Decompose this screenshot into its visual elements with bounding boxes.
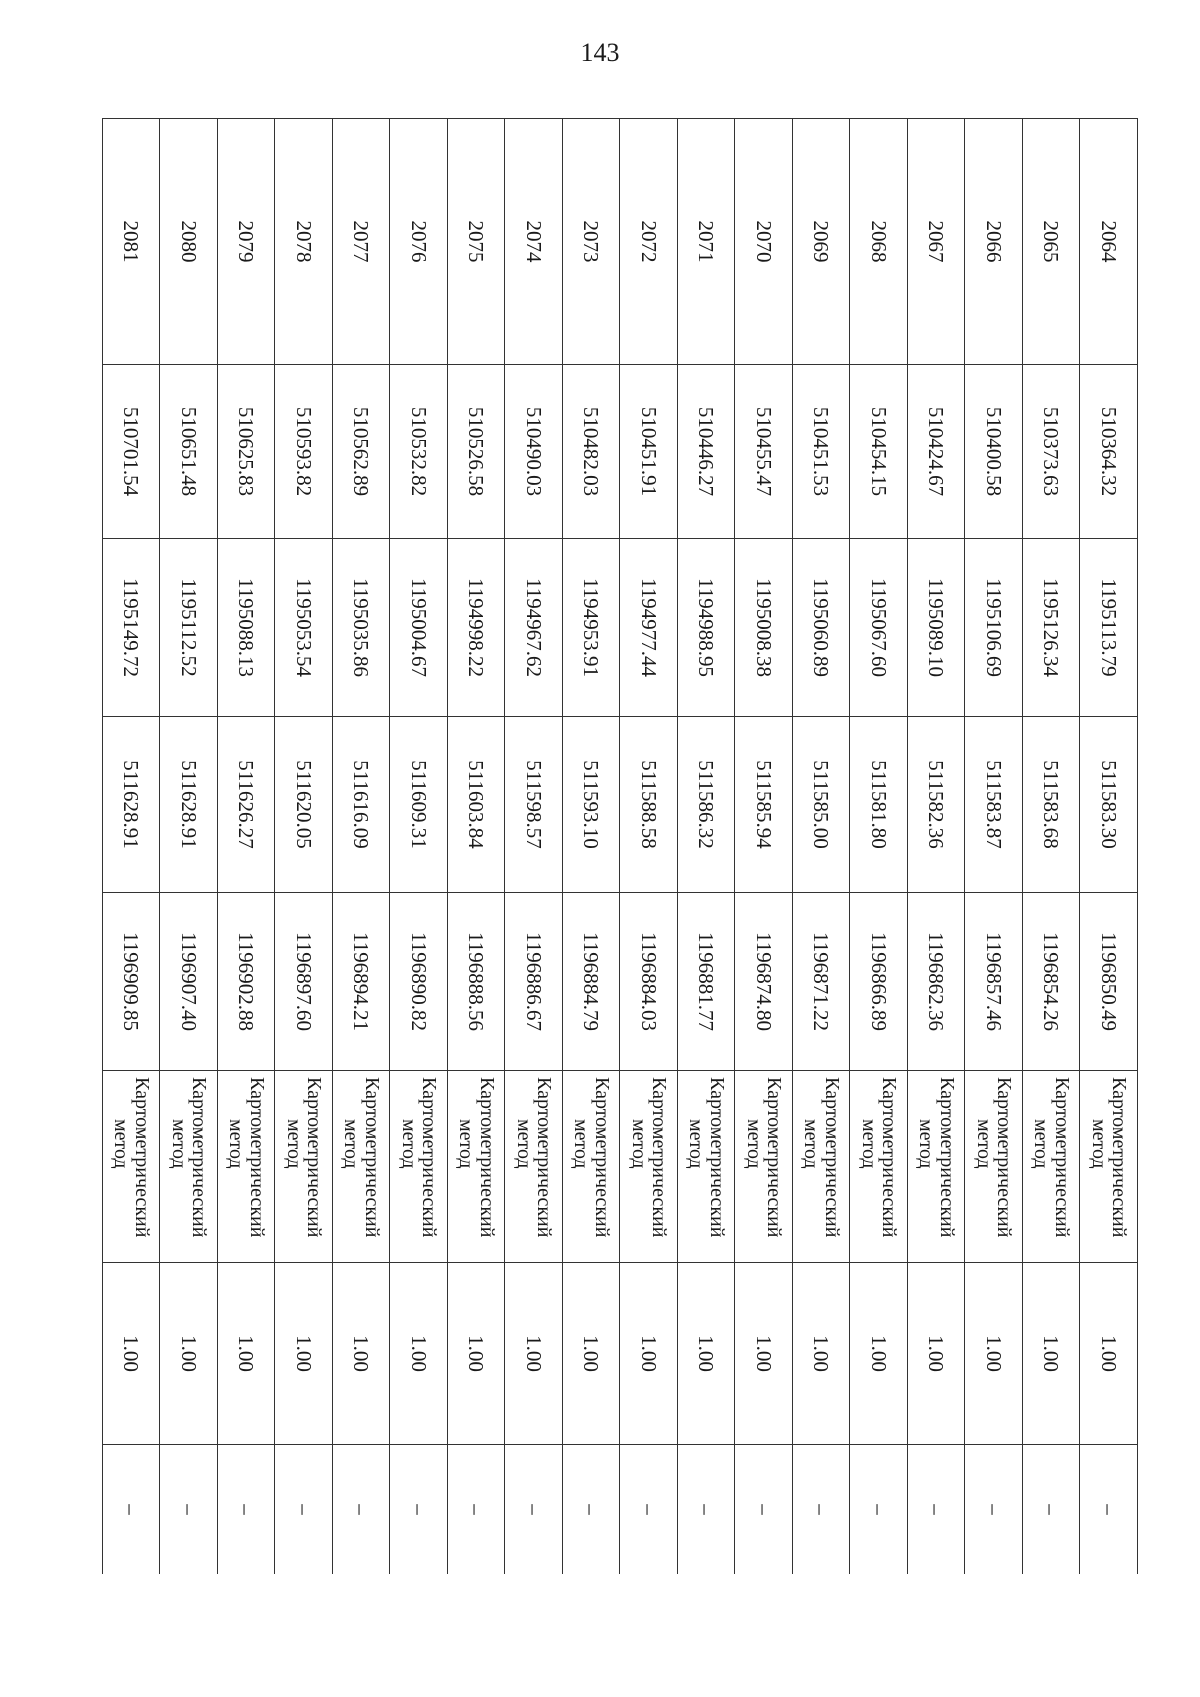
table-row (678, 119, 736, 1575)
method-line1: Картометрический (303, 1077, 326, 1238)
table-row (505, 119, 563, 1575)
y-coordinate-alt-cell: 1196850.49 (1080, 893, 1138, 1071)
x-coordinate-alt-cell: 511616.09 (333, 717, 391, 893)
point-number-cell: 2072 (620, 119, 678, 365)
note-cell: – (160, 1445, 218, 1575)
x-coordinate-cell: 510593.82 (275, 365, 333, 539)
table-row (965, 119, 1023, 1575)
table-row (1080, 119, 1138, 1575)
method-line1: Картометрический (360, 1077, 383, 1238)
y-coordinate-alt-cell: 1196886.67 (505, 893, 563, 1071)
x-coordinate-cell: 510364.32 (1080, 365, 1138, 539)
method-line2: метод (800, 1119, 823, 1169)
x-coordinate-cell: 510526.58 (448, 365, 506, 539)
y-coordinate-alt-cell: 1196890.82 (390, 893, 448, 1071)
y-coordinate-cell: 1195053.54 (275, 539, 333, 717)
y-coordinate-alt-cell: 1196888.56 (448, 893, 506, 1071)
table-row (275, 119, 333, 1575)
note-cell: – (1080, 1445, 1138, 1575)
point-number-cell: 2068 (850, 119, 908, 365)
method-line2: метод (1087, 1119, 1110, 1169)
table-row (735, 119, 793, 1575)
note-cell: – (218, 1445, 276, 1575)
y-coordinate-alt-cell: 1196881.77 (678, 893, 736, 1071)
x-coordinate-alt-cell: 511583.30 (1080, 717, 1138, 893)
x-coordinate-alt-cell: 511585.00 (793, 717, 851, 893)
y-coordinate-cell: 1194977.44 (620, 539, 678, 717)
table-row (160, 119, 218, 1575)
x-coordinate-alt-cell: 511628.91 (160, 717, 218, 893)
method-cell (678, 1071, 736, 1263)
note-cell: – (1023, 1445, 1081, 1575)
y-coordinate-alt-cell: 1196857.46 (965, 893, 1023, 1071)
y-coordinate-alt-cell: 1196894.21 (333, 893, 391, 1071)
x-coordinate-alt-cell: 511598.57 (505, 717, 563, 893)
accuracy-cell: 1.00 (620, 1263, 678, 1445)
method-line1: Картометрический (590, 1077, 613, 1238)
method-cell (563, 1071, 621, 1263)
method-line1: Картометрический (1108, 1077, 1131, 1238)
x-coordinate-cell: 510400.58 (965, 365, 1023, 539)
x-coordinate-alt-cell: 511603.84 (448, 717, 506, 893)
method-cell (620, 1071, 678, 1263)
note-cell: – (793, 1445, 851, 1575)
x-coordinate-alt-cell: 511593.10 (563, 717, 621, 893)
y-coordinate-alt-cell: 1196854.26 (1023, 893, 1081, 1071)
point-number-cell: 2081 (103, 119, 161, 365)
method-cell (448, 1071, 506, 1263)
point-number-cell: 2064 (1080, 119, 1138, 365)
method-line1: Картометрический (188, 1077, 211, 1238)
x-coordinate-alt-cell: 511620.05 (275, 717, 333, 893)
x-coordinate-cell: 510451.91 (620, 365, 678, 539)
method-line1: Картометрический (418, 1077, 441, 1238)
method-line2: метод (225, 1119, 248, 1169)
y-coordinate-cell: 1195088.13 (218, 539, 276, 717)
method-cell (1080, 1071, 1138, 1263)
method-line1: Картометрический (935, 1077, 958, 1238)
point-number-cell: 2080 (160, 119, 218, 365)
note-cell: – (620, 1445, 678, 1575)
y-coordinate-cell: 1195035.86 (333, 539, 391, 717)
method-line2: метод (742, 1119, 765, 1169)
x-coordinate-cell: 510651.48 (160, 365, 218, 539)
y-coordinate-cell: 1195112.52 (160, 539, 218, 717)
y-coordinate-cell: 1195060.89 (793, 539, 851, 717)
method-line2: метод (282, 1119, 305, 1169)
accuracy-cell: 1.00 (1023, 1263, 1081, 1445)
note-cell: – (850, 1445, 908, 1575)
y-coordinate-alt-cell: 1196897.60 (275, 893, 333, 1071)
x-coordinate-alt-cell: 511582.36 (908, 717, 966, 893)
point-number-cell: 2071 (678, 119, 736, 365)
y-coordinate-cell: 1195126.34 (1023, 539, 1081, 717)
method-cell (505, 1071, 563, 1263)
note-cell: – (448, 1445, 506, 1575)
y-coordinate-cell: 1195106.69 (965, 539, 1023, 717)
y-coordinate-cell: 1195089.10 (908, 539, 966, 717)
x-coordinate-cell: 510424.67 (908, 365, 966, 539)
method-line2: метод (627, 1119, 650, 1169)
x-coordinate-cell: 510454.15 (850, 365, 908, 539)
method-line1: Картометрический (878, 1077, 901, 1238)
x-coordinate-alt-cell: 511626.27 (218, 717, 276, 893)
point-number-cell: 2075 (448, 119, 506, 365)
y-coordinate-cell: 1195113.79 (1080, 539, 1138, 717)
point-number-cell: 2070 (735, 119, 793, 365)
point-number-cell: 2074 (505, 119, 563, 365)
note-cell: – (505, 1445, 563, 1575)
method-cell (793, 1071, 851, 1263)
method-line1: Картометрический (245, 1077, 268, 1238)
method-line1: Картометрический (763, 1077, 786, 1238)
method-line2: метод (685, 1119, 708, 1169)
method-line2: метод (857, 1119, 880, 1169)
page-number: 143 (580, 38, 620, 67)
x-coordinate-cell: 510532.82 (390, 365, 448, 539)
table-row (103, 119, 161, 1575)
point-number-cell: 2079 (218, 119, 276, 365)
accuracy-cell: 1.00 (333, 1263, 391, 1445)
table-row (218, 119, 276, 1575)
y-coordinate-cell: 1194998.22 (448, 539, 506, 717)
accuracy-cell: 1.00 (735, 1263, 793, 1445)
coordinates-table-frame (102, 118, 1138, 1574)
method-cell (390, 1071, 448, 1263)
method-line2: метод (397, 1119, 420, 1169)
table-row (333, 119, 391, 1575)
method-line2: метод (340, 1119, 363, 1169)
note-cell: – (678, 1445, 736, 1575)
x-coordinate-alt-cell: 511581.80 (850, 717, 908, 893)
accuracy-cell: 1.00 (275, 1263, 333, 1445)
accuracy-cell: 1.00 (1080, 1263, 1138, 1445)
method-line2: метод (972, 1119, 995, 1169)
accuracy-cell: 1.00 (218, 1263, 276, 1445)
table-row (793, 119, 851, 1575)
table-row (850, 119, 908, 1575)
accuracy-cell: 1.00 (103, 1263, 161, 1445)
y-coordinate-alt-cell: 1196909.85 (103, 893, 161, 1071)
note-cell: – (908, 1445, 966, 1575)
x-coordinate-alt-cell: 511583.68 (1023, 717, 1081, 893)
y-coordinate-cell: 1194967.62 (505, 539, 563, 717)
y-coordinate-alt-cell: 1196884.03 (620, 893, 678, 1071)
note-cell: – (333, 1445, 391, 1575)
note-cell: – (735, 1445, 793, 1575)
y-coordinate-alt-cell: 1196862.36 (908, 893, 966, 1071)
y-coordinate-alt-cell: 1196871.22 (793, 893, 851, 1071)
accuracy-cell: 1.00 (908, 1263, 966, 1445)
method-cell (965, 1071, 1023, 1263)
x-coordinate-cell: 510701.54 (103, 365, 161, 539)
point-number-cell: 2076 (390, 119, 448, 365)
accuracy-cell: 1.00 (160, 1263, 218, 1445)
accuracy-cell: 1.00 (563, 1263, 621, 1445)
method-cell (735, 1071, 793, 1263)
method-line2: метод (1030, 1119, 1053, 1169)
point-number-cell: 2077 (333, 119, 391, 365)
x-coordinate-cell: 510451.53 (793, 365, 851, 539)
x-coordinate-alt-cell: 511609.31 (390, 717, 448, 893)
method-line1: Картометрический (130, 1077, 153, 1238)
accuracy-cell: 1.00 (793, 1263, 851, 1445)
y-coordinate-alt-cell: 1196866.89 (850, 893, 908, 1071)
x-coordinate-cell: 510373.63 (1023, 365, 1081, 539)
x-coordinate-cell: 510625.83 (218, 365, 276, 539)
y-coordinate-alt-cell: 1196907.40 (160, 893, 218, 1071)
method-line2: метод (512, 1119, 535, 1169)
note-cell: – (390, 1445, 448, 1575)
point-number-cell: 2065 (1023, 119, 1081, 365)
method-cell (218, 1071, 276, 1263)
method-line1: Картометрический (1050, 1077, 1073, 1238)
table-body (103, 119, 1138, 1575)
table-row (1023, 119, 1081, 1575)
table-row (908, 119, 966, 1575)
x-coordinate-alt-cell: 511588.58 (620, 717, 678, 893)
method-cell (275, 1071, 333, 1263)
table-row (390, 119, 448, 1575)
coordinates-table-rotated (102, 118, 1138, 1574)
method-line1: Картометрический (533, 1077, 556, 1238)
note-cell: – (563, 1445, 621, 1575)
method-line1: Картометрический (475, 1077, 498, 1238)
table-row (563, 119, 621, 1575)
x-coordinate-alt-cell: 511585.94 (735, 717, 793, 893)
point-number-cell: 2067 (908, 119, 966, 365)
x-coordinate-cell: 510446.27 (678, 365, 736, 539)
accuracy-cell: 1.00 (505, 1263, 563, 1445)
method-cell (850, 1071, 908, 1263)
method-line1: Картометрический (993, 1077, 1016, 1238)
y-coordinate-cell: 1194953.91 (563, 539, 621, 717)
y-coordinate-cell: 1194988.95 (678, 539, 736, 717)
note-cell: – (103, 1445, 161, 1575)
y-coordinate-alt-cell: 1196902.88 (218, 893, 276, 1071)
method-cell (333, 1071, 391, 1263)
x-coordinate-alt-cell: 511583.87 (965, 717, 1023, 893)
accuracy-cell: 1.00 (390, 1263, 448, 1445)
x-coordinate-cell: 510455.47 (735, 365, 793, 539)
method-line1: Картометрический (820, 1077, 843, 1238)
accuracy-cell: 1.00 (965, 1263, 1023, 1445)
method-line2: метод (455, 1119, 478, 1169)
y-coordinate-cell: 1195149.72 (103, 539, 161, 717)
y-coordinate-cell: 1195008.38 (735, 539, 793, 717)
note-cell: – (965, 1445, 1023, 1575)
y-coordinate-alt-cell: 1196884.79 (563, 893, 621, 1071)
y-coordinate-cell: 1195004.67 (390, 539, 448, 717)
point-number-cell: 2069 (793, 119, 851, 365)
x-coordinate-cell: 510482.03 (563, 365, 621, 539)
x-coordinate-cell: 510490.03 (505, 365, 563, 539)
x-coordinate-alt-cell: 511586.32 (678, 717, 736, 893)
y-coordinate-cell: 1195067.60 (850, 539, 908, 717)
note-cell: – (275, 1445, 333, 1575)
point-number-cell: 2078 (275, 119, 333, 365)
method-cell (160, 1071, 218, 1263)
table-row (448, 119, 506, 1575)
method-cell (103, 1071, 161, 1263)
x-coordinate-alt-cell: 511628.91 (103, 717, 161, 893)
point-number-cell: 2073 (563, 119, 621, 365)
coordinates-table (102, 118, 1138, 1574)
method-line2: метод (110, 1119, 133, 1169)
accuracy-cell: 1.00 (850, 1263, 908, 1445)
table-row (620, 119, 678, 1575)
accuracy-cell: 1.00 (678, 1263, 736, 1445)
method-cell (908, 1071, 966, 1263)
x-coordinate-cell: 510562.89 (333, 365, 391, 539)
method-line2: метод (915, 1119, 938, 1169)
accuracy-cell: 1.00 (448, 1263, 506, 1445)
point-number-cell: 2066 (965, 119, 1023, 365)
y-coordinate-alt-cell: 1196874.80 (735, 893, 793, 1071)
method-line1: Картометрический (648, 1077, 671, 1238)
method-cell (1023, 1071, 1081, 1263)
method-line2: метод (167, 1119, 190, 1169)
method-line2: метод (570, 1119, 593, 1169)
method-line1: Картометрический (705, 1077, 728, 1238)
